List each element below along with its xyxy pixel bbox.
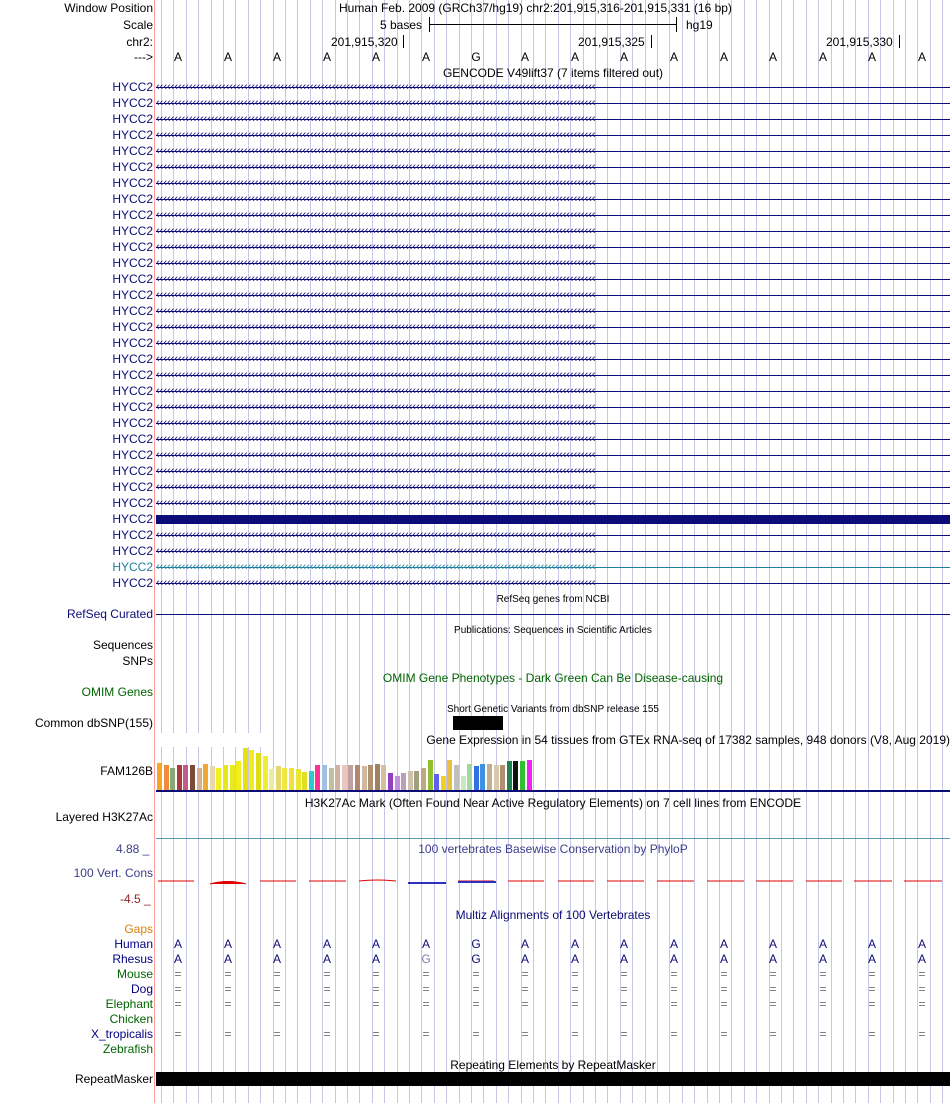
strand-arrows: ‹‹‹‹‹‹‹‹‹‹‹‹‹‹‹‹‹‹‹‹‹‹‹‹‹‹‹‹‹‹‹‹‹‹‹‹‹‹‹‹‹‹‹‹‹‹‹‹‹‹‹‹‹‹‹‹‹‹‹‹‹‹‹‹‹‹‹‹‹‹‹‹‹‹‹‹‹‹‹‹‹‹‹‹‹‹‹‹‹‹‹‹‹‹‹‹‹‹‹‹‹‹‹‹‹‹‹‹‹‹‹‹‹‹‹‹‹‹‹‹ — [156, 273, 596, 285]
strand-arrows: ‹‹‹‹‹‹‹‹‹‹‹‹‹‹‹‹‹‹‹‹‹‹‹‹‹‹‹‹‹‹‹‹‹‹‹‹‹‹‹‹‹‹‹‹‹‹‹‹‹‹‹‹‹‹‹‹‹‹‹‹‹‹‹‹‹‹‹‹‹‹‹‹‹‹‹‹‹‹‹‹‹‹‹‹‹‹‹‹‹‹‹‹‹‹‹‹‹‹‹‹‹‹‹‹‹‹‹‹‹‹‹‹‹‹‹‹‹‹‹‹ — [156, 241, 596, 253]
conservation-track-title: 100 vertebrates Basewise Conservation by PhyloP — [418, 842, 688, 856]
strand-arrows: ‹‹‹‹‹‹‹‹‹‹‹‹‹‹‹‹‹‹‹‹‹‹‹‹‹‹‹‹‹‹‹‹‹‹‹‹‹‹‹‹‹‹‹‹‹‹‹‹‹‹‹‹‹‹‹‹‹‹‹‹‹‹‹‹‹‹‹‹‹‹‹‹‹‹‹‹‹‹‹‹‹‹‹‹‹‹‹‹‹‹‹‹‹‹‹‹‹‹‹‹‹‹‹‹‹‹‹‹‹‹‹‹‹‹‹‹‹‹‹‹ — [156, 161, 596, 173]
gene-label-hycc2[interactable]: HYCC2 — [112, 464, 153, 478]
gaps-label[interactable]: Gaps — [124, 922, 153, 936]
strand-arrows: ‹‹‹‹‹‹‹‹‹‹‹‹‹‹‹‹‹‹‹‹‹‹‹‹‹‹‹‹‹‹‹‹‹‹‹‹‹‹‹‹‹‹‹‹‹‹‹‹‹‹‹‹‹‹‹‹‹‹‹‹‹‹‹‹‹‹‹‹‹‹‹‹‹‹‹‹‹‹‹‹‹‹‹‹‹‹‹‹‹‹‹‹‹‹‹‹‹‹‹‹‹‹‹‹‹‹‹‹‹‹‹‹‹‹‹‹‹‹‹‹ — [156, 129, 596, 141]
label-gutter-divider — [154, 0, 155, 1103]
strand-arrows: ‹‹‹‹‹‹‹‹‹‹‹‹‹‹‹‹‹‹‹‹‹‹‹‹‹‹‹‹‹‹‹‹‹‹‹‹‹‹‹‹‹‹‹‹‹‹‹‹‹‹‹‹‹‹‹‹‹‹‹‹‹‹‹‹‹‹‹‹‹‹‹‹‹‹‹‹‹‹‹‹‹‹‹‹‹‹‹‹‹‹‹‹‹‹‹‹‹‹‹‹‹‹‹‹‹‹‹‹‹‹‹‹‹‹‹‹‹‹‹‹ — [156, 577, 596, 589]
strand-arrows: ‹‹‹‹‹‹‹‹‹‹‹‹‹‹‹‹‹‹‹‹‹‹‹‹‹‹‹‹‹‹‹‹‹‹‹‹‹‹‹‹‹‹‹‹‹‹‹‹‹‹‹‹‹‹‹‹‹‹‹‹‹‹‹‹‹‹‹‹‹‹‹‹‹‹‹‹‹‹‹‹‹‹‹‹‹‹‹‹‹‹‹‹‹‹‹‹‹‹‹‹‹‹‹‹‹‹‹‹‹‹‹‹‹‹‹‹‹‹‹‹ — [156, 209, 596, 221]
gene-label-hycc2[interactable]: HYCC2 — [112, 304, 153, 318]
alignment-base: = — [521, 982, 529, 996]
sequence-base: A — [272, 50, 281, 64]
gtex-tissue-bar[interactable] — [520, 761, 525, 790]
gene-exon-block[interactable] — [156, 515, 950, 524]
strand-arrows: ‹‹‹‹‹‹‹‹‹‹‹‹‹‹‹‹‹‹‹‹‹‹‹‹‹‹‹‹‹‹‹‹‹‹‹‹‹‹‹‹‹‹‹‹‹‹‹‹‹‹‹‹‹‹‹‹‹‹‹‹‹‹‹‹‹‹‹‹‹‹‹‹‹‹‹‹‹‹‹‹‹‹‹‹‹‹‹‹‹‹‹‹‹‹‹‹‹‹‹‹‹‹‹‹‹‹‹‹‹‹‹‹‹‹‹‹‹‹‹‹ — [156, 401, 596, 413]
gene-label-hycc2[interactable]: HYCC2 — [112, 496, 153, 510]
gtex-tissue-bar[interactable] — [441, 776, 446, 790]
gtex-tissue-bar[interactable] — [447, 760, 452, 790]
alignment-base: A — [272, 937, 281, 951]
gtex-tissue-bar[interactable] — [263, 756, 268, 790]
scale-bar — [429, 24, 676, 25]
gtex-tissue-bar[interactable] — [322, 765, 327, 790]
gene-label-hycc2[interactable]: HYCC2 — [112, 352, 153, 366]
tick-label: 201,915,330 — [826, 35, 893, 49]
alignment-base: = — [224, 967, 232, 981]
cons-negative-marks — [158, 880, 942, 884]
gene-label-hycc2[interactable]: HYCC2 — [112, 512, 153, 526]
alignment-base: = — [224, 997, 232, 1011]
gene-label-hycc2[interactable]: HYCC2 — [112, 144, 153, 158]
strand-arrows: ‹‹‹‹‹‹‹‹‹‹‹‹‹‹‹‹‹‹‹‹‹‹‹‹‹‹‹‹‹‹‹‹‹‹‹‹‹‹‹‹‹‹‹‹‹‹‹‹‹‹‹‹‹‹‹‹‹‹‹‹‹‹‹‹‹‹‹‹‹‹‹‹‹‹‹‹‹‹‹‹‹‹‹‹‹‹‹‹‹‹‹‹‹‹‹‹‹‹‹‹‹‹‹‹‹‹‹‹‹‹‹‹‹‹‹‹‹‹‹‹ — [156, 449, 596, 461]
alignment-base: = — [472, 1027, 480, 1041]
gene-label-hycc2[interactable]: HYCC2 — [112, 288, 153, 302]
gtex-tissue-bar[interactable] — [223, 765, 228, 790]
gtex-tissue-bar[interactable] — [467, 764, 472, 790]
alignment-base: A — [619, 937, 628, 951]
alignment-base: = — [918, 997, 926, 1011]
alignment-base: A — [570, 952, 579, 966]
alignment-base: = — [422, 982, 430, 996]
alignment-base: = — [422, 1027, 430, 1041]
h3k27ac-label[interactable]: Layered H3K27Ac — [55, 810, 153, 824]
strand-arrows: ‹‹‹‹‹‹‹‹‹‹‹‹‹‹‹‹‹‹‹‹‹‹‹‹‹‹‹‹‹‹‹‹‹‹‹‹‹‹‹‹‹‹‹‹‹‹‹‹‹‹‹‹‹‹‹‹‹‹‹‹‹‹‹‹‹‹‹‹‹‹‹‹‹‹‹‹‹‹‹‹‹‹‹‹‹‹‹‹‹‹‹‹‹‹‹‹‹‹‹‹‹‹‹‹‹‹‹‹‹‹‹‹‹‹‹‹‹‹‹‹ — [156, 225, 596, 237]
alignment-base: = — [323, 1027, 331, 1041]
gene-label-hycc2[interactable]: HYCC2 — [112, 320, 153, 334]
alignment-base: = — [422, 997, 430, 1011]
repeatmasker-label[interactable]: RepeatMasker — [74, 1072, 153, 1086]
alignment-base: = — [174, 967, 182, 981]
conservation-label[interactable]: 100 Vert. Cons — [73, 866, 153, 880]
gtex-tissue-bar[interactable] — [276, 766, 281, 790]
gene-label-hycc2[interactable]: HYCC2 — [112, 80, 153, 94]
alignment-base: = — [720, 997, 728, 1011]
alignment-base: A — [570, 937, 579, 951]
gtex-tissue-bar[interactable] — [507, 761, 512, 790]
alignment-base: A — [917, 952, 926, 966]
alignment-base: A — [173, 952, 182, 966]
alignment-base: G — [471, 952, 481, 966]
gtex-tissue-bar[interactable] — [487, 764, 492, 790]
h3k27ac-baseline — [156, 838, 950, 839]
sequence-base: A — [322, 50, 331, 64]
gtex-tissue-bar[interactable] — [329, 768, 334, 790]
gene-label-hycc2[interactable]: HYCC2 — [112, 400, 153, 414]
gene-label-hycc2[interactable]: HYCC2 — [112, 368, 153, 382]
sequence-base: A — [768, 50, 777, 64]
gtex-tissue-bar[interactable] — [414, 771, 419, 790]
window-position-label: Window Position — [64, 1, 153, 15]
gene-label-hycc2[interactable]: HYCC2 — [112, 192, 153, 206]
alignment-base: = — [174, 997, 182, 1011]
refseq-label[interactable]: RefSeq Curated — [66, 607, 153, 621]
alignment-base: = — [224, 1027, 232, 1041]
gene-label-hycc2[interactable]: HYCC2 — [112, 384, 153, 398]
dbsnp-label[interactable]: Common dbSNP(155) — [34, 716, 153, 730]
alignment-base: A — [768, 952, 777, 966]
alignment-base: = — [868, 967, 876, 981]
sequences-label[interactable]: Sequences — [92, 638, 153, 652]
gene-label-hycc2[interactable]: HYCC2 — [112, 576, 153, 590]
gtex-tissue-bar[interactable] — [296, 769, 301, 790]
alignment-base: A — [867, 937, 876, 951]
scale-bar-right — [676, 17, 677, 32]
gtex-gene-line — [156, 790, 950, 792]
strand-arrows: ‹‹‹‹‹‹‹‹‹‹‹‹‹‹‹‹‹‹‹‹‹‹‹‹‹‹‹‹‹‹‹‹‹‹‹‹‹‹‹‹‹‹‹‹‹‹‹‹‹‹‹‹‹‹‹‹‹‹‹‹‹‹‹‹‹‹‹‹‹‹‹‹‹‹‹‹‹‹‹‹‹‹‹‹‹‹‹‹‹‹‹‹‹‹‹‹‹‹‹‹‹‹‹‹‹‹‹‹‹‹‹‹‹‹‹‹‹‹‹‹ — [156, 369, 596, 381]
gene-label-hycc2[interactable]: HYCC2 — [112, 240, 153, 254]
strand-arrow-label: ---> — [134, 50, 153, 64]
gtex-tissue-bar[interactable] — [335, 765, 340, 790]
sequence-base: A — [421, 50, 430, 64]
alignment-base: = — [323, 982, 331, 996]
gtex-tissue-bar[interactable] — [269, 769, 274, 790]
species-label[interactable]: Chicken — [109, 1012, 153, 1026]
species-label[interactable]: Elephant — [105, 997, 153, 1011]
alignment-base: = — [571, 967, 579, 981]
alignment-base: = — [273, 997, 281, 1011]
alignment-base: A — [371, 937, 380, 951]
alignment-base: = — [620, 982, 628, 996]
strand-arrows: ‹‹‹‹‹‹‹‹‹‹‹‹‹‹‹‹‹‹‹‹‹‹‹‹‹‹‹‹‹‹‹‹‹‹‹‹‹‹‹‹‹‹‹‹‹‹‹‹‹‹‹‹‹‹‹‹‹‹‹‹‹‹‹‹‹‹‹‹‹‹‹‹‹‹‹‹‹‹‹‹‹‹‹‹‹‹‹‹‹‹‹‹‹‹‹‹‹‹‹‹‹‹‹‹‹‹‹‹‹‹‹‹‹‹‹‹‹‹‹‹ — [156, 145, 596, 157]
strand-arrows: ‹‹‹‹‹‹‹‹‹‹‹‹‹‹‹‹‹‹‹‹‹‹‹‹‹‹‹‹‹‹‹‹‹‹‹‹‹‹‹‹‹‹‹‹‹‹‹‹‹‹‹‹‹‹‹‹‹‹‹‹‹‹‹‹‹‹‹‹‹‹‹‹‹‹‹‹‹‹‹‹‹‹‹‹‹‹‹‹‹‹‹‹‹‹‹‹‹‹‹‹‹‹‹‹‹‹‹‹‹‹‹‹‹‹‹‹‹‹‹‹ — [156, 177, 596, 189]
sequence-base: A — [371, 50, 380, 64]
alignment-base: A — [719, 952, 728, 966]
assembly-position-text: Human Feb. 2009 (GRCh37/hg19) chr2:201,915,316-201,915,331 (16 bp) — [339, 1, 732, 15]
chrom-label: chr2: — [126, 35, 153, 49]
omim-genes-label[interactable]: OMIM Genes — [81, 685, 153, 699]
strand-arrows: ‹‹‹‹‹‹‹‹‹‹‹‹‹‹‹‹‹‹‹‹‹‹‹‹‹‹‹‹‹‹‹‹‹‹‹‹‹‹‹‹‹‹‹‹‹‹‹‹‹‹‹‹‹‹‹‹‹‹‹‹‹‹‹‹‹‹‹‹‹‹‹‹‹‹‹‹‹‹‹‹‹‹‹‹‹‹‹‹‹‹‹‹‹‹‹‹‹‹‹‹‹‹‹‹‹‹‹‹‹‹‹‹‹‹‹‹‹‹‹‹ — [156, 465, 596, 477]
gene-label-hycc2[interactable]: HYCC2 — [112, 448, 153, 462]
alignment-base: = — [174, 982, 182, 996]
strand-arrows: ‹‹‹‹‹‹‹‹‹‹‹‹‹‹‹‹‹‹‹‹‹‹‹‹‹‹‹‹‹‹‹‹‹‹‹‹‹‹‹‹‹‹‹‹‹‹‹‹‹‹‹‹‹‹‹‹‹‹‹‹‹‹‹‹‹‹‹‹‹‹‹‹‹‹‹‹‹‹‹‹‹‹‹‹‹‹‹‹‹‹‹‹‹‹‹‹‹‹‹‹‹‹‹‹‹‹‹‹‹‹‹‹‹‹‹‹‹‹‹‹ — [156, 97, 596, 109]
alignment-base: = — [769, 1027, 777, 1041]
strand-arrows: ‹‹‹‹‹‹‹‹‹‹‹‹‹‹‹‹‹‹‹‹‹‹‹‹‹‹‹‹‹‹‹‹‹‹‹‹‹‹‹‹‹‹‹‹‹‹‹‹‹‹‹‹‹‹‹‹‹‹‹‹‹‹‹‹‹‹‹‹‹‹‹‹‹‹‹‹‹‹‹‹‹‹‹‹‹‹‹‹‹‹‹‹‹‹‹‹‹‹‹‹‹‹‹‹‹‹‹‹‹‹‹‹‹‹‹‹‹‹‹‹ — [156, 337, 596, 349]
db-label: hg19 — [686, 18, 713, 32]
alignment-base: = — [868, 1027, 876, 1041]
alignment-base: = — [720, 1027, 728, 1041]
gtex-tissue-bar[interactable] — [375, 764, 380, 790]
alignment-base: = — [571, 982, 579, 996]
gtex-tissue-bar[interactable] — [513, 761, 518, 790]
alignment-base: = — [918, 982, 926, 996]
sequence-base: A — [818, 50, 827, 64]
alignment-base: = — [620, 1027, 628, 1041]
species-label[interactable]: Zebrafish — [102, 1042, 153, 1056]
repeatmasker-block[interactable] — [156, 1072, 950, 1086]
sequence-base: A — [520, 50, 529, 64]
sequence-base: G — [471, 50, 481, 64]
gtex-tissue-bar[interactable] — [355, 765, 360, 790]
gtex-tissue-bar[interactable] — [249, 750, 254, 790]
alignment-base: = — [323, 997, 331, 1011]
tick-mark — [651, 35, 652, 48]
alignment-base: = — [521, 967, 529, 981]
gtex-tissue-bar[interactable] — [408, 771, 413, 790]
species-label[interactable]: Rhesus — [112, 952, 153, 966]
alignment-base: A — [223, 937, 232, 951]
alignment-base: = — [670, 1027, 678, 1041]
alignment-base: = — [372, 982, 380, 996]
strand-arrows: ‹‹‹‹‹‹‹‹‹‹‹‹‹‹‹‹‹‹‹‹‹‹‹‹‹‹‹‹‹‹‹‹‹‹‹‹‹‹‹‹‹‹‹‹‹‹‹‹‹‹‹‹‹‹‹‹‹‹‹‹‹‹‹‹‹‹‹‹‹‹‹‹‹‹‹‹‹‹‹‹‹‹‹‹‹‹‹‹‹‹‹‹‹‹‹‹‹‹‹‹‹‹‹‹‹‹‹‹‹‹‹‹‹‹‹‹‹‹‹‹ — [156, 417, 596, 429]
refseq-gene-line[interactable] — [156, 614, 950, 615]
alignment-base: = — [472, 982, 480, 996]
gtex-title-mask — [156, 733, 266, 747]
tick-mark — [899, 35, 900, 48]
strand-arrows: ‹‹‹‹‹‹‹‹‹‹‹‹‹‹‹‹‹‹‹‹‹‹‹‹‹‹‹‹‹‹‹‹‹‹‹‹‹‹‹‹‹‹‹‹‹‹‹‹‹‹‹‹‹‹‹‹‹‹‹‹‹‹‹‹‹‹‹‹‹‹‹‹‹‹‹‹‹‹‹‹‹‹‹‹‹‹‹‹‹‹‹‹‹‹‹‹‹‹‹‹‹‹‹‹‹‹‹‹‹‹‹‹‹‹‹‹‹‹‹‹ — [156, 305, 596, 317]
strand-arrows: ‹‹‹‹‹‹‹‹‹‹‹‹‹‹‹‹‹‹‹‹‹‹‹‹‹‹‹‹‹‹‹‹‹‹‹‹‹‹‹‹‹‹‹‹‹‹‹‹‹‹‹‹‹‹‹‹‹‹‹‹‹‹‹‹‹‹‹‹‹‹‹‹‹‹‹‹‹‹‹‹‹‹‹‹‹‹‹‹‹‹‹‹‹‹‹‹‹‹‹‹‹‹‹‹‹‹‹‹‹‹‹‹‹‹‹‹‹‹‹‹ — [156, 289, 596, 301]
alignment-base: = — [273, 1027, 281, 1041]
alignment-base: = — [472, 997, 480, 1011]
alignment-base: A — [322, 952, 331, 966]
gtex-tissue-bar[interactable] — [461, 776, 466, 790]
strand-arrows: ‹‹‹‹‹‹‹‹‹‹‹‹‹‹‹‹‹‹‹‹‹‹‹‹‹‹‹‹‹‹‹‹‹‹‹‹‹‹‹‹‹‹‹‹‹‹‹‹‹‹‹‹‹‹‹‹‹‹‹‹‹‹‹‹‹‹‹‹‹‹‹‹‹‹‹‹‹‹‹‹‹‹‹‹‹‹‹‹‹‹‹‹‹‹‹‹‹‹‹‹‹‹‹‹‹‹‹‹‹‹‹‹‹‹‹‹‹‹‹‹ — [156, 321, 596, 333]
alignment-base: A — [719, 937, 728, 951]
gene-label-hycc2[interactable]: HYCC2 — [112, 560, 153, 574]
species-label[interactable]: X_tropicalis — [90, 1027, 153, 1041]
alignment-base: G — [421, 952, 431, 966]
gtex-tissue-bar[interactable] — [282, 768, 287, 790]
alignment-base: A — [768, 937, 777, 951]
alignment-base: = — [521, 1027, 529, 1041]
gtex-tissue-bar[interactable] — [190, 765, 195, 790]
alignment-base: = — [273, 982, 281, 996]
gene-label-hycc2[interactable]: HYCC2 — [112, 208, 153, 222]
gtex-tissue-bar[interactable] — [362, 766, 367, 790]
gtex-tissue-bar[interactable] — [243, 748, 248, 790]
gtex-tissue-bar[interactable] — [494, 765, 499, 790]
strand-arrows: ‹‹‹‹‹‹‹‹‹‹‹‹‹‹‹‹‹‹‹‹‹‹‹‹‹‹‹‹‹‹‹‹‹‹‹‹‹‹‹‹‹‹‹‹‹‹‹‹‹‹‹‹‹‹‹‹‹‹‹‹‹‹‹‹‹‹‹‹‹‹‹‹‹‹‹‹‹‹‹‹‹‹‹‹‹‹‹‹‹‹‹‹‹‹‹‹‹‹‹‹‹‹‹‹‹‹‹‹‹‹‹‹‹‹‹‹‹‹‹‹ — [156, 433, 596, 445]
gene-label-hycc2[interactable]: HYCC2 — [112, 432, 153, 446]
alignment-base: = — [670, 997, 678, 1011]
gene-label-hycc2[interactable]: HYCC2 — [112, 96, 153, 110]
gtex-tissue-bar[interactable] — [315, 765, 320, 790]
gtex-tissue-bar[interactable] — [480, 764, 485, 790]
repeatmasker-track-title: Repeating Elements by RepeatMasker — [450, 1058, 656, 1072]
sequence-base: A — [223, 50, 232, 64]
gtex-tissue-bar[interactable] — [203, 764, 208, 790]
alignment-base: = — [819, 1027, 827, 1041]
alignment-base: A — [272, 952, 281, 966]
gtex-tissue-bar[interactable] — [157, 763, 162, 790]
alignment-base: = — [769, 967, 777, 981]
sequence-base: A — [570, 50, 579, 64]
strand-arrows: ‹‹‹‹‹‹‹‹‹‹‹‹‹‹‹‹‹‹‹‹‹‹‹‹‹‹‹‹‹‹‹‹‹‹‹‹‹‹‹‹‹‹‹‹‹‹‹‹‹‹‹‹‹‹‹‹‹‹‹‹‹‹‹‹‹‹‹‹‹‹‹‹‹‹‹‹‹‹‹‹‹‹‹‹‹‹‹‹‹‹‹‹‹‹‹‹‹‹‹‹‹‹‹‹‹‹‹‹‹‹‹‹‹‹‹‹‹‹‹‹ — [156, 561, 596, 573]
gtex-tissue-bar[interactable] — [527, 760, 532, 790]
tick-label: 201,915,325 — [578, 35, 645, 49]
gene-label-hycc2[interactable]: HYCC2 — [112, 416, 153, 430]
species-label[interactable]: Mouse — [116, 967, 153, 981]
gtex-tissue-bar[interactable] — [197, 768, 202, 790]
alignment-base: = — [472, 967, 480, 981]
gtex-tissue-bar[interactable] — [474, 766, 479, 790]
gtex-track-title: Gene Expression in 54 tissues from GTEx RNA-seq of 17382 samples, 948 donors (V8, Aug 2019) — [426, 733, 950, 747]
alignment-base: A — [520, 937, 529, 951]
strand-arrows: ‹‹‹‹‹‹‹‹‹‹‹‹‹‹‹‹‹‹‹‹‹‹‹‹‹‹‹‹‹‹‹‹‹‹‹‹‹‹‹‹‹‹‹‹‹‹‹‹‹‹‹‹‹‹‹‹‹‹‹‹‹‹‹‹‹‹‹‹‹‹‹‹‹‹‹‹‹‹‹‹‹‹‹‹‹‹‹‹‹‹‹‹‹‹‹‹‹‹‹‹‹‹‹‹‹‹‹‹‹‹‹‹‹‹‹‹‹‹‹‹ — [156, 81, 596, 93]
alignment-base: = — [620, 967, 628, 981]
gtex-tissue-bar[interactable] — [454, 765, 459, 790]
strand-arrows: ‹‹‹‹‹‹‹‹‹‹‹‹‹‹‹‹‹‹‹‹‹‹‹‹‹‹‹‹‹‹‹‹‹‹‹‹‹‹‹‹‹‹‹‹‹‹‹‹‹‹‹‹‹‹‹‹‹‹‹‹‹‹‹‹‹‹‹‹‹‹‹‹‹‹‹‹‹‹‹‹‹‹‹‹‹‹‹‹‹‹‹‹‹‹‹‹‹‹‹‹‹‹‹‹‹‹‹‹‹‹‹‹‹‹‹‹‹‹‹‹ — [156, 481, 596, 493]
gene-label-hycc2[interactable]: HYCC2 — [112, 480, 153, 494]
sequence-base: A — [619, 50, 628, 64]
cons-max-label: 4.88 _ — [116, 842, 150, 856]
gencode-track-title: GENCODE V49lift37 (7 items filtered out) — [442, 66, 664, 80]
alignment-base: = — [868, 982, 876, 996]
snps-label[interactable]: SNPs — [122, 654, 153, 668]
alignment-base: = — [720, 982, 728, 996]
alignment-base: A — [371, 952, 380, 966]
gtex-tissue-bar[interactable] — [348, 765, 353, 790]
alignment-base: A — [867, 952, 876, 966]
gtex-tissue-bar[interactable] — [289, 768, 294, 790]
cons-peak — [210, 881, 246, 884]
gtex-tissue-bar[interactable] — [500, 765, 505, 790]
strand-arrows: ‹‹‹‹‹‹‹‹‹‹‹‹‹‹‹‹‹‹‹‹‹‹‹‹‹‹‹‹‹‹‹‹‹‹‹‹‹‹‹‹‹‹‹‹‹‹‹‹‹‹‹‹‹‹‹‹‹‹‹‹‹‹‹‹‹‹‹‹‹‹‹‹‹‹‹‹‹‹‹‹‹‹‹‹‹‹‹‹‹‹‹‹‹‹‹‹‹‹‹‹‹‹‹‹‹‹‹‹‹‹‹‹‹‹‹‹‹‹‹‹ — [156, 529, 596, 541]
alignment-base: = — [720, 967, 728, 981]
species-label[interactable]: Human — [114, 937, 153, 951]
alignment-base: = — [323, 967, 331, 981]
alignment-base: = — [620, 997, 628, 1011]
gtex-tissue-bar[interactable] — [421, 768, 426, 790]
alignment-base: = — [769, 982, 777, 996]
alignment-base: = — [372, 1027, 380, 1041]
sequence-base: A — [719, 50, 728, 64]
gtex-gene-label[interactable]: FAM126B — [100, 764, 153, 778]
scale-text: 5 bases — [380, 18, 423, 32]
alignment-base: A — [619, 952, 628, 966]
alignment-base: A — [223, 952, 232, 966]
sequence-base: A — [669, 50, 678, 64]
alignment-base: A — [818, 952, 827, 966]
omim-track-title: OMIM Gene Phenotypes - Dark Green Can Be Disease-causing — [382, 671, 724, 685]
refseq-track-title: RefSeq genes from NCBI — [496, 594, 610, 605]
species-label[interactable]: Dog — [130, 982, 153, 996]
conservation-wiggle[interactable] — [156, 874, 950, 890]
gtex-tissue-bar[interactable] — [302, 772, 307, 790]
alignment-base: A — [520, 952, 529, 966]
gene-label-hycc2[interactable]: HYCC2 — [112, 272, 153, 286]
tick-label: 201,915,320 — [331, 35, 398, 49]
alignment-base: = — [769, 997, 777, 1011]
gtex-tissue-bar[interactable] — [428, 760, 433, 790]
alignment-base: A — [917, 937, 926, 951]
gtex-tissue-bar[interactable] — [183, 765, 188, 790]
tick-mark — [403, 35, 404, 48]
gtex-tissue-bar[interactable] — [170, 768, 175, 790]
alignment-base: = — [571, 1027, 579, 1041]
scale-label: Scale — [122, 18, 153, 32]
gene-label-hycc2[interactable]: HYCC2 — [112, 336, 153, 350]
gtex-tissue-bar[interactable] — [210, 766, 215, 790]
gene-label-hycc2[interactable]: HYCC2 — [112, 256, 153, 270]
gtex-tissue-bar[interactable] — [395, 776, 400, 790]
alignment-base: = — [372, 967, 380, 981]
sequence-base: A — [173, 50, 182, 64]
multiz-track-title: Multiz Alignments of 100 Vertebrates — [455, 908, 651, 922]
alignment-base: = — [819, 982, 827, 996]
alignment-base: = — [670, 967, 678, 981]
alignment-base: A — [421, 937, 430, 951]
alignment-base: = — [273, 967, 281, 981]
alignment-base: G — [471, 937, 481, 951]
alignment-base: A — [322, 937, 331, 951]
alignment-base: = — [868, 997, 876, 1011]
alignment-base: = — [918, 967, 926, 981]
dbsnp-variant-block[interactable] — [453, 716, 503, 730]
alignment-base: = — [174, 1027, 182, 1041]
strand-arrows: ‹‹‹‹‹‹‹‹‹‹‹‹‹‹‹‹‹‹‹‹‹‹‹‹‹‹‹‹‹‹‹‹‹‹‹‹‹‹‹‹‹‹‹‹‹‹‹‹‹‹‹‹‹‹‹‹‹‹‹‹‹‹‹‹‹‹‹‹‹‹‹‹‹‹‹‹‹‹‹‹‹‹‹‹‹‹‹‹‹‹‹‹‹‹‹‹‹‹‹‹‹‹‹‹‹‹‹‹‹‹‹‹‹‹‹‹‹‹‹‹ — [156, 545, 596, 557]
gtex-tissue-bar[interactable] — [381, 765, 386, 790]
alignment-base: A — [818, 937, 827, 951]
alignment-base: = — [918, 1027, 926, 1041]
gtex-tissue-bar[interactable] — [230, 765, 235, 790]
alignment-base: = — [422, 967, 430, 981]
gtex-tissue-bar[interactable] — [342, 765, 347, 790]
h3k27ac-track-title: H3K27Ac Mark (Often Found Near Active Regulatory Elements) on 7 cell lines from ENCODE — [304, 796, 802, 810]
strand-arrows: ‹‹‹‹‹‹‹‹‹‹‹‹‹‹‹‹‹‹‹‹‹‹‹‹‹‹‹‹‹‹‹‹‹‹‹‹‹‹‹‹‹‹‹‹‹‹‹‹‹‹‹‹‹‹‹‹‹‹‹‹‹‹‹‹‹‹‹‹‹‹‹‹‹‹‹‹‹‹‹‹‹‹‹‹‹‹‹‹‹‹‹‹‹‹‹‹‹‹‹‹‹‹‹‹‹‹‹‹‹‹‹‹‹‹‹‹‹‹‹‹ — [156, 353, 596, 365]
gtex-tissue-bar[interactable] — [309, 771, 314, 790]
cons-min-label: -4.5 _ — [120, 892, 151, 906]
gene-label-hycc2[interactable]: HYCC2 — [112, 128, 153, 142]
alignment-base: = — [372, 997, 380, 1011]
gtex-tissue-bar[interactable] — [401, 773, 406, 790]
sequence-base: A — [867, 50, 876, 64]
gene-label-hycc2[interactable]: HYCC2 — [112, 224, 153, 238]
alignment-base: A — [173, 937, 182, 951]
gene-label-hycc2[interactable]: HYCC2 — [112, 544, 153, 558]
gtex-tissue-bar[interactable] — [434, 774, 439, 790]
gtex-tissue-bar[interactable] — [177, 765, 182, 790]
gtex-tissue-bar[interactable] — [216, 768, 221, 790]
gtex-tissue-bar[interactable] — [388, 773, 393, 790]
strand-arrows: ‹‹‹‹‹‹‹‹‹‹‹‹‹‹‹‹‹‹‹‹‹‹‹‹‹‹‹‹‹‹‹‹‹‹‹‹‹‹‹‹‹‹‹‹‹‹‹‹‹‹‹‹‹‹‹‹‹‹‹‹‹‹‹‹‹‹‹‹‹‹‹‹‹‹‹‹‹‹‹‹‹‹‹‹‹‹‹‹‹‹‹‹‹‹‹‹‹‹‹‹‹‹‹‹‹‹‹‹‹‹‹‹‹‹‹‹‹‹‹‹ — [156, 385, 596, 397]
sequence-base: A — [917, 50, 926, 64]
strand-arrows: ‹‹‹‹‹‹‹‹‹‹‹‹‹‹‹‹‹‹‹‹‹‹‹‹‹‹‹‹‹‹‹‹‹‹‹‹‹‹‹‹‹‹‹‹‹‹‹‹‹‹‹‹‹‹‹‹‹‹‹‹‹‹‹‹‹‹‹‹‹‹‹‹‹‹‹‹‹‹‹‹‹‹‹‹‹‹‹‹‹‹‹‹‹‹‹‹‹‹‹‹‹‹‹‹‹‹‹‹‹‹‹‹‹‹‹‹‹‹‹‹ — [156, 113, 596, 125]
dbsnp-track-title: Short Genetic Variants from dbSNP release 155 — [447, 704, 659, 715]
publications-track-title: Publications: Sequences in Scientific Articles — [454, 625, 652, 636]
alignment-base: = — [819, 997, 827, 1011]
gtex-tissue-bar[interactable] — [256, 753, 261, 790]
alignment-base: = — [670, 982, 678, 996]
gtex-tissue-bar[interactable] — [368, 765, 373, 790]
gene-label-hycc2[interactable]: HYCC2 — [112, 528, 153, 542]
alignment-base: = — [224, 982, 232, 996]
strand-arrows: ‹‹‹‹‹‹‹‹‹‹‹‹‹‹‹‹‹‹‹‹‹‹‹‹‹‹‹‹‹‹‹‹‹‹‹‹‹‹‹‹‹‹‹‹‹‹‹‹‹‹‹‹‹‹‹‹‹‹‹‹‹‹‹‹‹‹‹‹‹‹‹‹‹‹‹‹‹‹‹‹‹‹‹‹‹‹‹‹‹‹‹‹‹‹‹‹‹‹‹‹‹‹‹‹‹‹‹‹‹‹‹‹‹‹‹‹‹‹‹‹ — [156, 193, 596, 205]
alignment-base: = — [819, 967, 827, 981]
gtex-tissue-bar[interactable] — [236, 761, 241, 790]
gene-label-hycc2[interactable]: HYCC2 — [112, 112, 153, 126]
strand-arrows: ‹‹‹‹‹‹‹‹‹‹‹‹‹‹‹‹‹‹‹‹‹‹‹‹‹‹‹‹‹‹‹‹‹‹‹‹‹‹‹‹‹‹‹‹‹‹‹‹‹‹‹‹‹‹‹‹‹‹‹‹‹‹‹‹‹‹‹‹‹‹‹‹‹‹‹‹‹‹‹‹‹‹‹‹‹‹‹‹‹‹‹‹‹‹‹‹‹‹‹‹‹‹‹‹‹‹‹‹‹‹‹‹‹‹‹‹‹‹‹‹ — [156, 497, 596, 509]
gene-label-hycc2[interactable]: HYCC2 — [112, 176, 153, 190]
alignment-base: = — [521, 997, 529, 1011]
alignment-base: A — [669, 937, 678, 951]
gene-label-hycc2[interactable]: HYCC2 — [112, 160, 153, 174]
strand-arrows: ‹‹‹‹‹‹‹‹‹‹‹‹‹‹‹‹‹‹‹‹‹‹‹‹‹‹‹‹‹‹‹‹‹‹‹‹‹‹‹‹‹‹‹‹‹‹‹‹‹‹‹‹‹‹‹‹‹‹‹‹‹‹‹‹‹‹‹‹‹‹‹‹‹‹‹‹‹‹‹‹‹‹‹‹‹‹‹‹‹‹‹‹‹‹‹‹‹‹‹‹‹‹‹‹‹‹‹‹‹‹‹‹‹‹‹‹‹‹‹‹ — [156, 257, 596, 269]
alignment-base: A — [669, 952, 678, 966]
gtex-tissue-bar[interactable] — [164, 765, 169, 790]
alignment-base: = — [571, 997, 579, 1011]
